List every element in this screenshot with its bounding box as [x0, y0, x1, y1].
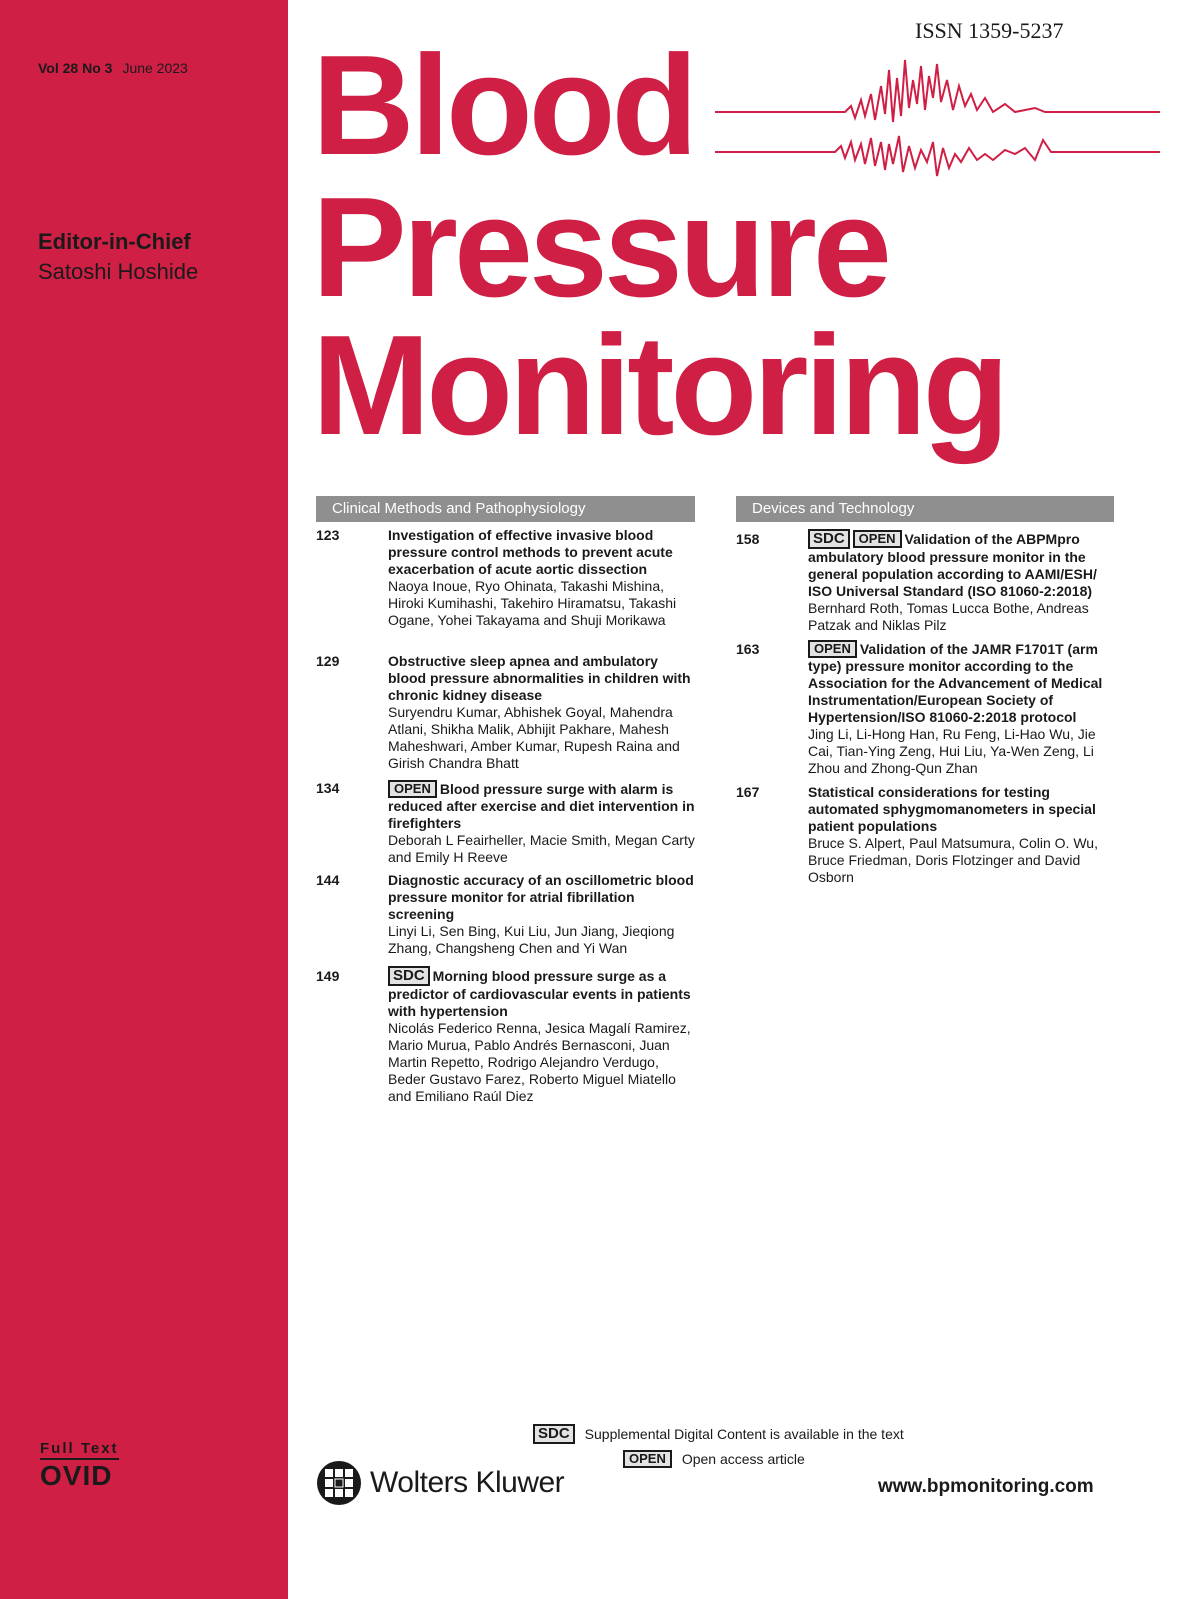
ovid-logo [40, 1440, 119, 1490]
sdc-badge: SDC [388, 966, 430, 986]
article-authors: Suryendru Kumar, Abhishek Goyal, Mahendra Atlani, Shikha Malik, Abhijit Pakhare, Mahesh Maheshwari, Amber Kumar, Rupesh Raina and Girish Chandra Bhatt [388, 704, 680, 771]
open-access-badge: OPEN [388, 780, 437, 798]
legend-sdc [533, 1424, 904, 1444]
article-entry [808, 784, 1123, 886]
article-title: Obstructive sleep apnea and ambulatory blood pressure abnormalities in children with chronic kidney disease [388, 653, 691, 703]
issue-date: June 2023 [122, 60, 188, 76]
sdc-badge: SDC [533, 1424, 575, 1444]
article-title: Morning blood pressure surge as a predictor of cardiovascular events in patients with hypertension [388, 968, 691, 1019]
article-authors: Bruce S. Alpert, Paul Matsumura, Colin O. Wu, Bruce Friedman, Doris Flotzinger and David Osborn [808, 835, 1098, 885]
article-page-number: 149 [316, 968, 340, 984]
article-authors: Naoya Inoue, Ryo Ohinata, Takashi Mishina, Hiroki Kumihashi, Takehiro Hiramatsu, Takashi Ogane, Yohei Takayama and Shuji Morikawa [388, 578, 677, 628]
legend-open [623, 1450, 805, 1468]
article-title: Statistical considerations for testing automated sphygmomanometers in special patient populations [808, 784, 1096, 834]
wolters-kluwer-icon [316, 1460, 362, 1506]
publisher-logo [316, 1460, 564, 1506]
article-entry [388, 966, 698, 1105]
journal-url[interactable]: www.bpmonitoring.com [878, 1476, 1094, 1497]
publisher-name: Wolters Kluwer [370, 1466, 565, 1499]
open-access-badge: OPEN [808, 640, 857, 658]
article-authors: Deborah L Feairheller, Macie Smith, Megan Carty and Emily H Reeve [388, 832, 695, 865]
article-authors: Jing Li, Li-Hong Han, Ru Feng, Li-Hao Wu, Jie Cai, Tian-Ying Zeng, Hui Liu, Ya-Wen Zeng, Li Zhou and Zhong-Qun Zhan [808, 726, 1096, 776]
article-page-number: 167 [736, 784, 760, 800]
article-title: Blood pressure surge with alarm is reduced after exercise and diet intervention in firefighters [388, 781, 695, 831]
journal-title-line-2: Pressure [312, 168, 888, 327]
article-page-number: 144 [316, 872, 340, 888]
article-entry [388, 527, 698, 629]
article-page-number: 163 [736, 641, 760, 657]
article-authors: Nicolás Federico Renna, Jesica Magalí Ramirez, Mario Murua, Pablo Andrés Bernasconi, Juan Martin Repetto, Rodrigo Alejandro Verdugo, Beder Gustavo Farez, Roberto Miguel Miatello and Emiliano Raúl Diez [388, 1020, 691, 1104]
article-page-number: 129 [316, 653, 340, 669]
article-entry [388, 780, 698, 866]
article-page-number: 123 [316, 527, 340, 543]
editor-label: Editor-in-Chief [38, 229, 191, 254]
issue-info [38, 60, 188, 76]
article-title: Investigation of effective invasive blood pressure control methods to prevent acute exacerbation of acute aortic dissection [388, 527, 673, 577]
open-access-badge: OPEN [853, 530, 902, 548]
legend-open-text: Open access article [681, 1451, 805, 1467]
article-entry [388, 653, 698, 772]
article-authors: Bernhard Roth, Tomas Lucca Bothe, Andreas Patzak and Niklas Pilz [808, 600, 1089, 633]
article-entry [808, 529, 1123, 634]
article-authors: Linyi Li, Sen Bing, Kui Liu, Jun Jiang, Jieqiong Zhang, Changsheng Chen and Yi Wan [388, 923, 675, 956]
article-title: Validation of the ABPMpro ambulatory blood pressure monitor in the general population according to AAMI/ESH/ ISO Universal Standard (ISO 81060-2:2018) [808, 531, 1097, 599]
pressure-waveform-icon [715, 50, 1160, 185]
article-entry [808, 640, 1123, 777]
article-page-number: 134 [316, 780, 340, 796]
volume-number: Vol 28 No 3 [38, 60, 113, 76]
issn: ISSN 1359-5237 [915, 18, 1064, 43]
left-column-heading: Clinical Methods and Pathophysiology [316, 496, 695, 522]
article-page-number: 158 [736, 531, 760, 547]
journal-title-line-3: Monitoring [312, 306, 1006, 465]
editor-name: Satoshi Hoshide [38, 259, 199, 284]
ovid-wordmark: OVID [40, 1460, 113, 1491]
article-entry [388, 872, 698, 957]
legend-sdc-text: Supplemental Digital Content is available in the text [584, 1426, 904, 1442]
sdc-badge: SDC [808, 529, 850, 549]
open-access-badge: OPEN [623, 1450, 672, 1468]
ovid-full-text: Full Text [40, 1440, 119, 1460]
article-title: Validation of the JAMR F1701T (arm type) pressure monitor according to the Association for the Advancement of Medical Instrumentation/European Society of Hypertension/ISO 81060-2:2018 protocol [808, 641, 1103, 725]
article-title: Diagnostic accuracy of an oscillometric blood pressure monitor for atrial fibrillation screening [388, 872, 694, 922]
right-column-heading: Devices and Technology [736, 496, 1114, 522]
journal-title-line-1: Blood [312, 26, 695, 185]
